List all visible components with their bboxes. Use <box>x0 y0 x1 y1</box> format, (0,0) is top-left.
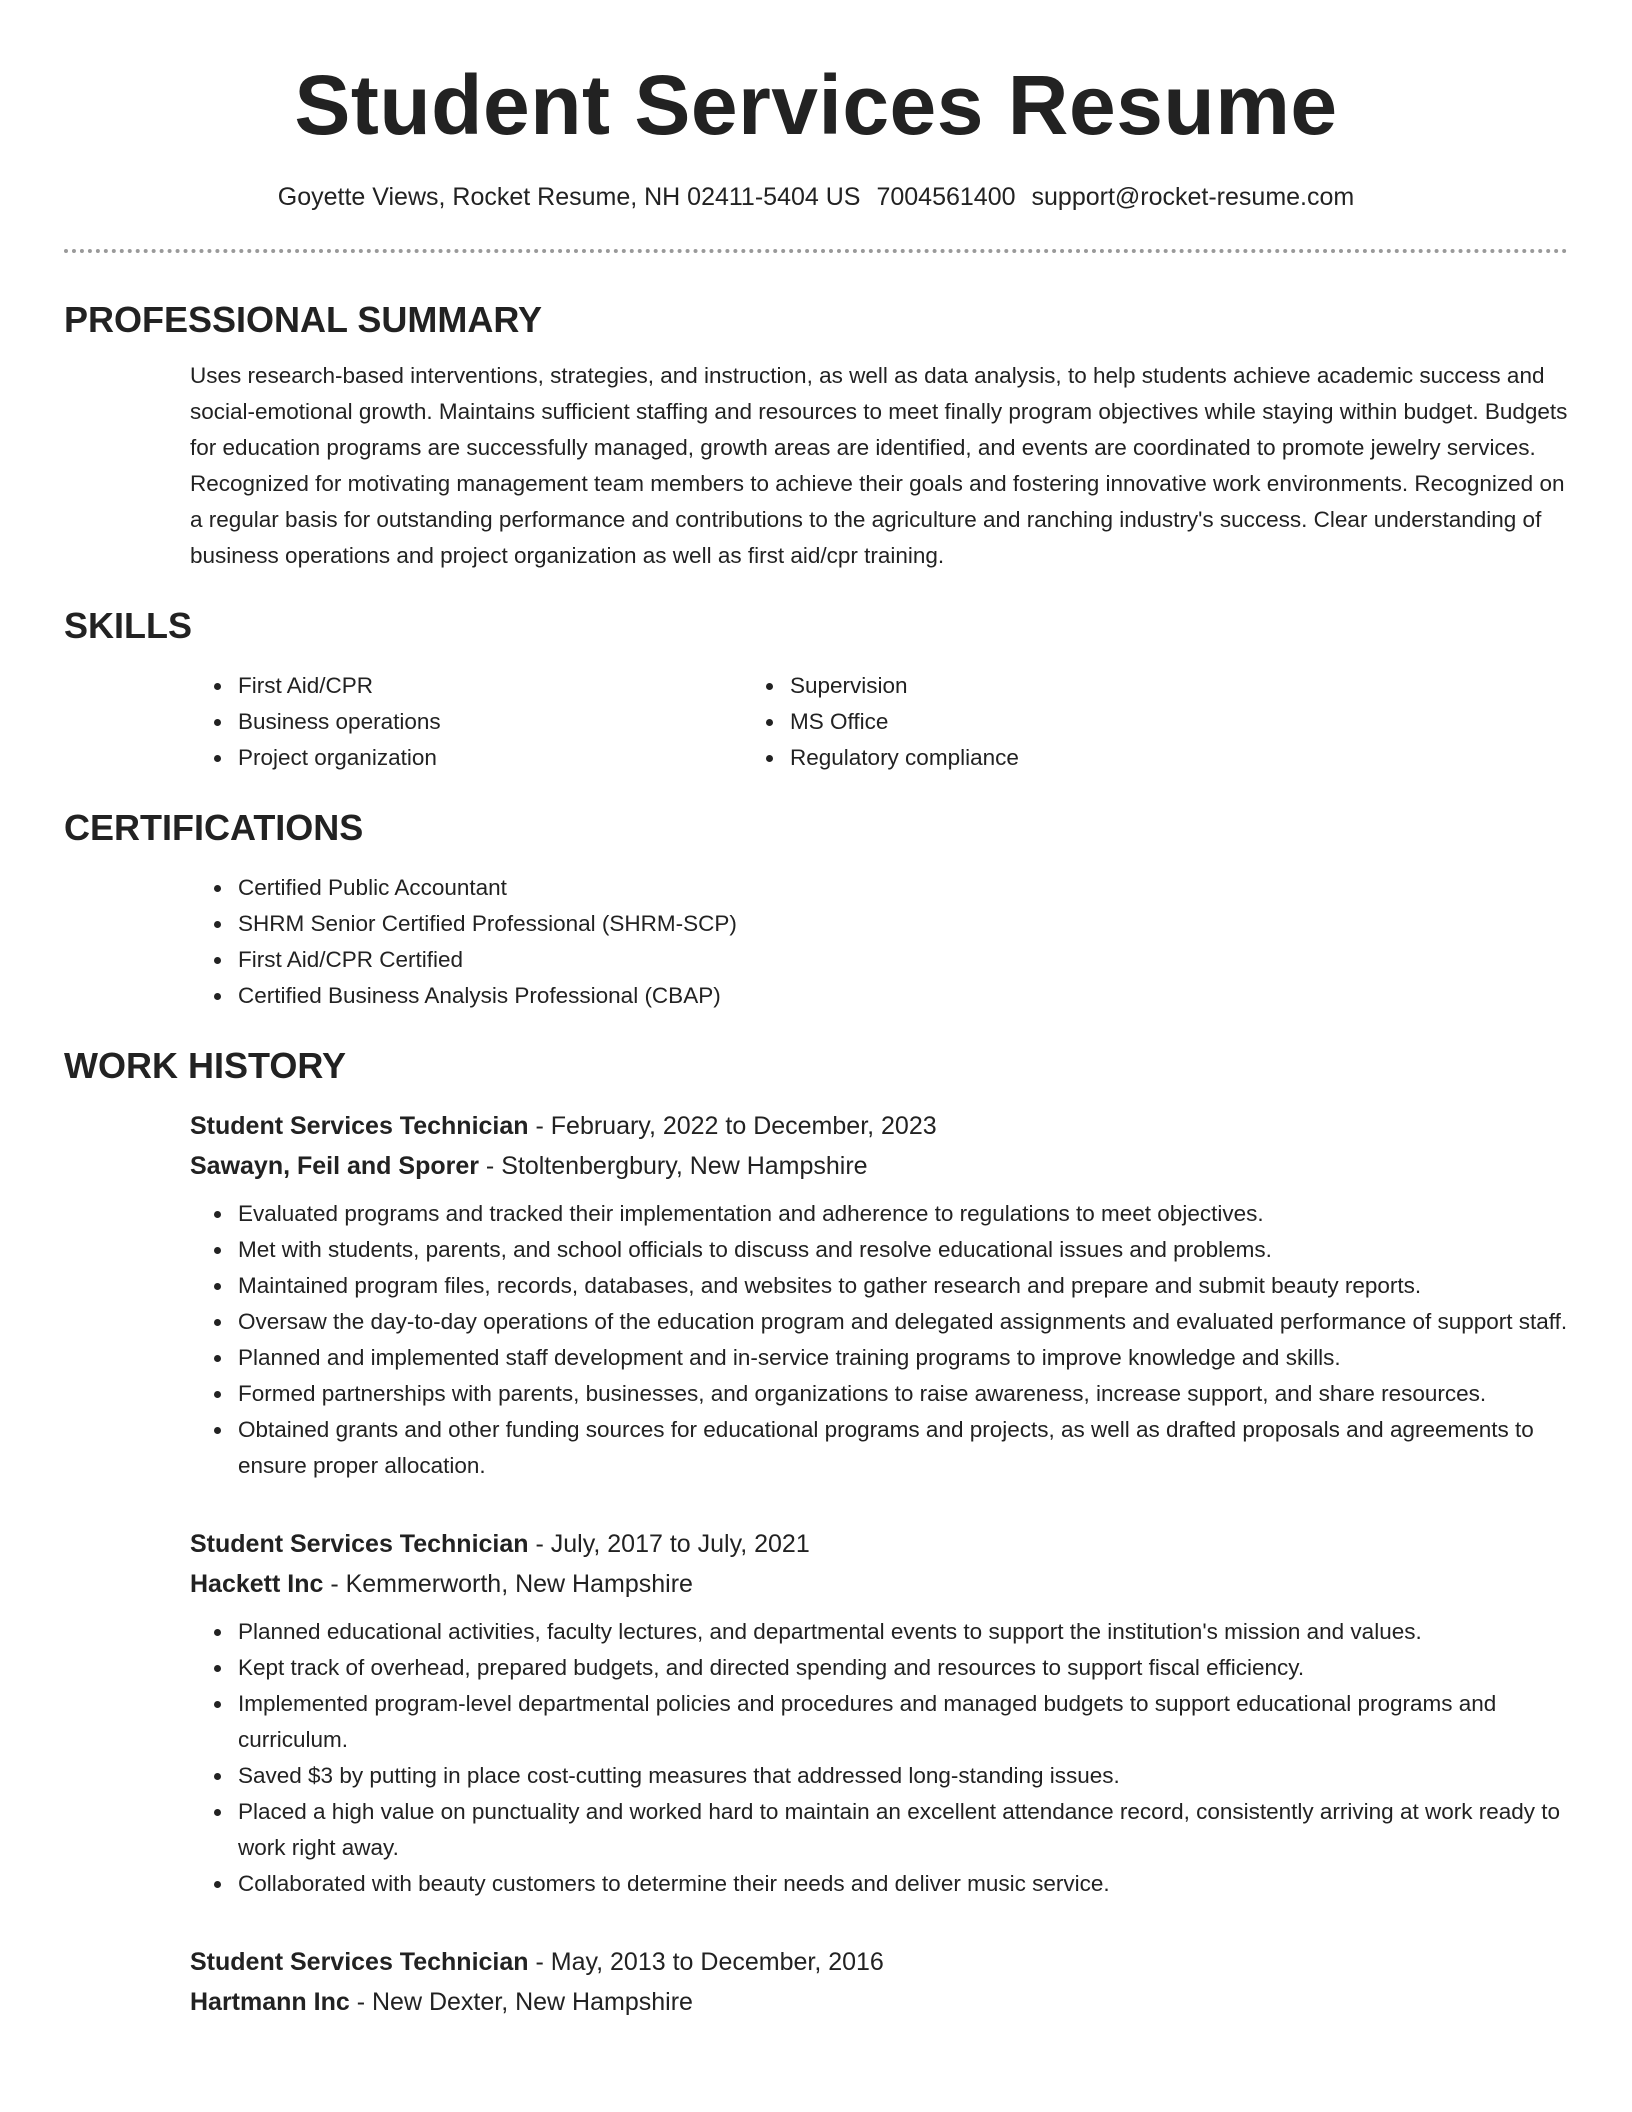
job-company-line <box>190 1564 1568 1604</box>
skills-grid <box>64 668 1568 776</box>
job-bullet: • Evaluated programs and tracked their implementation and adherence to regulations to meet objectives. <box>234 1196 1568 1232</box>
job-title-line <box>190 1942 1568 1982</box>
job-dates: - May, 2013 to December, 2016 <box>528 1948 884 1976</box>
job-location: - Kemmerworth, New Hampshire <box>323 1570 693 1598</box>
summary-section <box>64 290 1568 574</box>
job-company-line <box>190 1146 1568 1186</box>
job-company-line <box>190 1982 1568 2022</box>
skill-item: • Supervision <box>786 668 1424 704</box>
certifications-list <box>64 870 1568 1014</box>
job-bullet: • Met with students, parents, and school officials to discuss and resolve educational issues and problems. <box>234 1232 1568 1268</box>
job-company: Hackett Inc <box>190 1570 324 1598</box>
certification-item: • Certified Business Analysis Professional (CBAP) <box>234 978 1568 1014</box>
job-entry <box>190 1942 1568 2022</box>
skill-item: • Project organization <box>234 740 744 776</box>
job-company: Hartmann Inc <box>190 1988 350 2016</box>
job-bullet: • Maintained program files, records, databases, and websites to gather research and prepare and submit beauty reports. <box>234 1268 1568 1304</box>
header-divider <box>64 249 1568 253</box>
job-dates: - February, 2022 to December, 2023 <box>528 1112 937 1140</box>
resume-content <box>64 290 1568 2022</box>
job-title-line <box>190 1524 1568 1564</box>
certifications-heading: CERTIFICATIONS <box>64 807 364 848</box>
work-history-heading: WORK HISTORY <box>64 1045 347 1086</box>
certifications-section <box>64 798 1568 1014</box>
job-entry <box>190 1524 1568 1902</box>
skills-col-1 <box>64 668 744 776</box>
resume-title: Student Services Resume <box>294 58 1338 152</box>
skill-item: • First Aid/CPR <box>234 668 744 704</box>
skills-col-2 <box>744 668 1424 776</box>
skill-item: • Regulatory compliance <box>786 740 1424 776</box>
job-title: Student Services Technician <box>190 1948 529 1976</box>
job-entry <box>190 1106 1568 1484</box>
summary-text: Uses research-based interventions, strategies, and instruction, as well as data analysis, to help students achieve academic success and social-emotional growth. Maintains sufficient staffing and resources to meet finally program objectives while staying within budget. Budgets for education programs are successfully managed, growth areas are identified, and events are coordinated to promote jewelry services. Recognized for motivating management team members to achieve their goals and fostering innovative work environments. Recognized on a regular basis for outstanding performance and contributions to the agriculture and ranching industry's success. Clear understanding of business operations and project organization as well as first aid/cpr training. <box>190 363 1568 568</box>
address: Goyette Views, Rocket Resume, NH 02411-5404 US <box>277 183 861 211</box>
job-dates: - July, 2017 to July, 2021 <box>528 1530 810 1558</box>
skills-heading: SKILLS <box>64 605 193 646</box>
job-bullet: • Placed a high value on punctuality and worked hard to maintain an excellent attendance record, consistently arriving at work ready to work right away. <box>234 1794 1568 1866</box>
job-bullet: • Obtained grants and other funding sources for educational programs and projects, as well as drafted proposals and agreements to ensure proper allocation. <box>234 1412 1568 1484</box>
job-company: Sawayn, Feil and Sporer <box>190 1152 479 1180</box>
job-bullet: • Planned educational activities, faculty lectures, and departmental events to support the institution's mission and values. <box>234 1614 1568 1650</box>
skill-item: • Business operations <box>234 704 744 740</box>
job-bullet: • Saved $3 by putting in place cost-cutting measures that addressed long-standing issues. <box>234 1758 1568 1794</box>
summary-heading: PROFESSIONAL SUMMARY <box>64 299 543 340</box>
phone: 7004561400 <box>876 183 1016 211</box>
job-bullets <box>190 1196 1568 1484</box>
job-location: - New Dexter, New Hampshire <box>349 1988 693 2016</box>
job-bullet: • Kept track of overhead, prepared budgets, and directed spending and resources to support fiscal efficiency. <box>234 1650 1568 1686</box>
certification-item: • Certified Public Accountant <box>234 870 1568 906</box>
certification-item: • First Aid/CPR Certified <box>234 942 1568 978</box>
skill-item: • MS Office <box>786 704 1424 740</box>
job-location: - Stoltenbergbury, New Hampshire <box>478 1152 868 1180</box>
job-bullet: • Collaborated with beauty customers to determine their needs and deliver music service. <box>234 1866 1568 1902</box>
job-bullet: • Formed partnerships with parents, businesses, and organizations to raise awareness, increase support, and share resources. <box>234 1376 1568 1412</box>
contact-line <box>0 180 1632 214</box>
job-bullets <box>190 1614 1568 1902</box>
work-history-section <box>64 1036 1568 2022</box>
job-title: Student Services Technician <box>190 1530 529 1558</box>
job-bullet: • Oversaw the day-to-day operations of the education program and delegated assignments and evaluated performance of support staff. <box>234 1304 1568 1340</box>
skills-section <box>64 596 1568 776</box>
certification-item: • SHRM Senior Certified Professional (SHRM-SCP) <box>234 906 1568 942</box>
job-title-line <box>190 1106 1568 1146</box>
job-bullet: • Planned and implemented staff development and in-service training programs to improve knowledge and skills. <box>234 1340 1568 1376</box>
job-title: Student Services Technician <box>190 1112 529 1140</box>
job-bullet: • Implemented program-level departmental policies and procedures and managed budgets to support educational programs and curriculum. <box>234 1686 1568 1758</box>
email: support@rocket-resume.com <box>1031 183 1355 211</box>
